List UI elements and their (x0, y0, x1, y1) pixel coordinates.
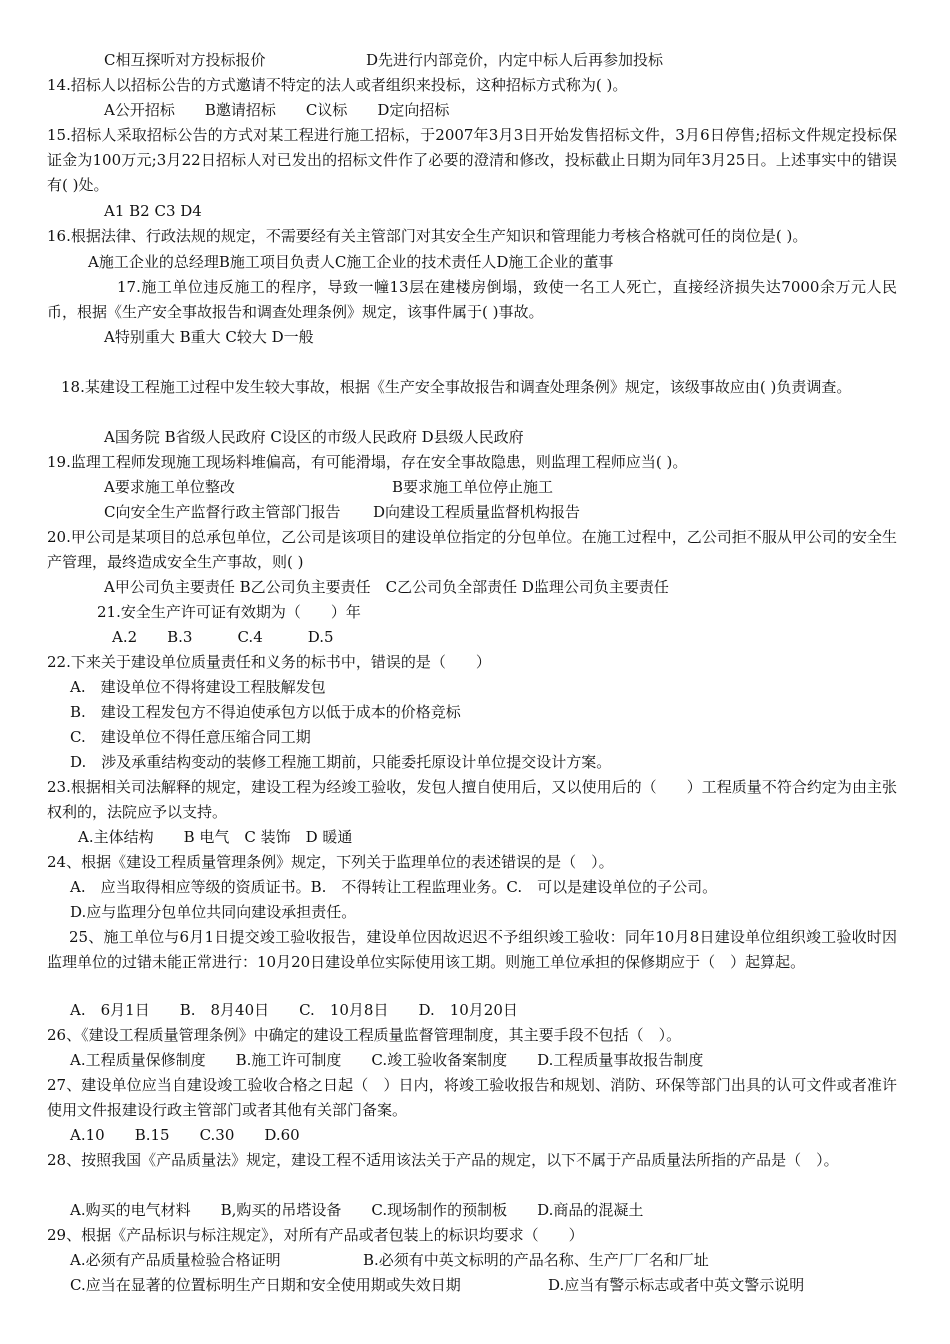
question-16-options: A施工企业的总经理B施工项目负责人C施工企业的技术责任人D施工企业的董事 (88, 253, 614, 271)
question-23-options: A.主体结构 B 电气 C 装饰 D 暖通 (78, 828, 353, 846)
question-22-option-b: B. 建设工程发包方不得迫使承包方以低于成本的价格竞标 (70, 703, 461, 721)
question-19-option-c: C向安全生产监督行政主管部门报告 (104, 503, 341, 521)
question-25: 25、施工单位与6月1日提交竣工验收报告，建设单位因故迟迟不予组织竣工验收：同年10月8日建设单位组织竣工验收时因监理单位的过错未能正常进行：10月20日建设单位实际使用该工期。则施工单位承担的保修期应于（ ）起算起。 (47, 928, 897, 971)
question-29: 29、根据《产品标识与标注规定》，对所有产品或者包装上的标识均要求（ ） (47, 1226, 584, 1244)
question-22-option-d: D. 涉及承重结构变动的装修工程施工期前，只能委托原设计单位提交设计方案。 (70, 753, 612, 771)
question-22-option-c: C. 建设单位不得任意压缩合同工期 (70, 728, 311, 746)
question-27: 27、建设单位应当自建设竣工验收合格之日起（ ）日内，将竣工验收报告和规划、消防、环保等部门出具的认可文件或者准许使用文件报建设行政主管部门或者其他有关部门备案。 (47, 1076, 897, 1119)
option-line: C相互探听对方投标报价 (104, 51, 266, 69)
question-15-options: A1 B2 C3 D4 (104, 202, 202, 220)
question-18: 18.某建设工程施工过程中发生较大事故，根据《生产安全事故报告和调查处理条例》规定，该级事故应由( )负责调查。 (61, 378, 852, 396)
question-17: 17.施工单位违反施工的程序，导致一幢13层在建楼房倒塌，致使一名工人死亡，直接经济损失达7000余万元人民币，根据《生产安全事故报告和调查处理条例》规定，该事件属于( )事故。 (47, 278, 897, 321)
question-20-options: A甲公司负主要责任 B乙公司负主要责任 C乙公司负全部责任 D监理公司负主要责任 (104, 578, 669, 596)
question-19-option-d: D向建设工程质量监督机构报告 (373, 503, 581, 521)
question-14-options: A公开招标 B邀请招标 C议标 D定向招标 (104, 101, 450, 119)
question-19-option-b: B要求施工单位停止施工 (392, 478, 554, 496)
question-28-options: A.购买的电气材料 B,购买的吊塔设备 C.现场制作的预制板 D.商品的混凝土 (70, 1201, 644, 1219)
question-28: 28、按照我国《产品质量法》规定，建设工程不适用该法关于产品的规定，以下不属于产品质量法所指的产品是（ ）。 (47, 1151, 839, 1169)
question-19-option-a: A要求施工单位整改 (104, 478, 235, 496)
question-26-options: A.工程质量保修制度 B.施工许可制度 C.竣工验收备案制度 D.工程质量事故报告制度 (70, 1051, 704, 1069)
question-15: 15.招标人采取招标公告的方式对某工程进行施工招标，于2007年3月3日开始发售招标文件，3月6日停售;招标文件规定投标保证金为100万元;3月22日招标人对已发出的招标文件作了必要的澄清和修改，投标截止日期为同年3月25日。上述事实中的错误有( )处。 (47, 126, 897, 194)
question-20: 20.甲公司是某项目的总承包单位，乙公司是该项目的建设单位指定的分包单位。在施工过程中，乙公司拒不服从甲公司的安全生产管理，最终造成安全生产事故，则( ) (47, 528, 897, 571)
question-21-options: A.2 B.3 C.4 D.5 (112, 628, 334, 646)
question-27-options: A.10 B.15 C.30 D.60 (70, 1126, 300, 1144)
question-18-options: A国务院 B省级人民政府 C设区的市级人民政府 D县级人民政府 (104, 428, 524, 446)
question-29-option-d: D.应当有警示标志或者中英文警示说明 (548, 1276, 805, 1294)
question-26: 26、《建设工程质量管理条例》中确定的建设工程质量监督管理制度，其主要手段不包括（ ）。 (47, 1026, 682, 1044)
question-24-options-abc: A. 应当取得相应等级的资质证书。B. 不得转让工程监理业务。C. 可以是建设单位的子公司。 (70, 878, 718, 896)
question-29-option-c: C.应当在显著的位置标明生产日期和安全使用期或失效日期 (70, 1276, 461, 1294)
question-29-option-a: A.必须有产品质量检验合格证明 (70, 1251, 281, 1269)
question-14: 14.招标人以招标公告的方式邀请不特定的法人或者组织来投标，这种招标方式称为( )。 (47, 76, 628, 94)
question-17-options: A特别重大 B重大 C较大 D一般 (104, 328, 314, 346)
question-23: 23.根据相关司法解释的规定，建设工程为经竣工验收，发包人擅自使用后，又以使用后的（ ）工程质量不符合约定为由主张权利的，法院应予以支持。 (47, 778, 897, 821)
question-21: 21.安全生产许可证有效期为（ ）年 (97, 603, 361, 621)
question-16: 16.根据法律、行政法规的规定，不需要经有关主管部门对其安全生产知识和管理能力考核合格就可任的岗位是( )。 (47, 227, 808, 245)
question-29-option-b: B.必须有中英文标明的产品名称、生产厂厂名和厂址 (363, 1251, 709, 1269)
question-25-options: A. 6月1日 B. 8月40日 C. 10月8日 D. 10月20日 (70, 1001, 518, 1019)
question-22-option-a: A. 建设单位不得将建设工程肢解发包 (70, 678, 326, 696)
question-19: 19.监理工程师发现施工现场料堆偏高，有可能滑塌，存在安全事故隐患，则监理工程师应当( )。 (47, 453, 688, 471)
question-22: 22.下来关于建设单位质量责任和义务的标书中，错误的是（ ） (47, 653, 491, 671)
question-24-option-d: D.应与监理分包单位共同向建设承担责任。 (70, 903, 357, 921)
option-line: D先进行内部竞价，内定中标人后再参加投标 (366, 51, 664, 69)
question-24: 24、根据《建设工程质量管理条例》规定，下列关于监理单位的表述错误的是（ ）。 (47, 853, 614, 871)
